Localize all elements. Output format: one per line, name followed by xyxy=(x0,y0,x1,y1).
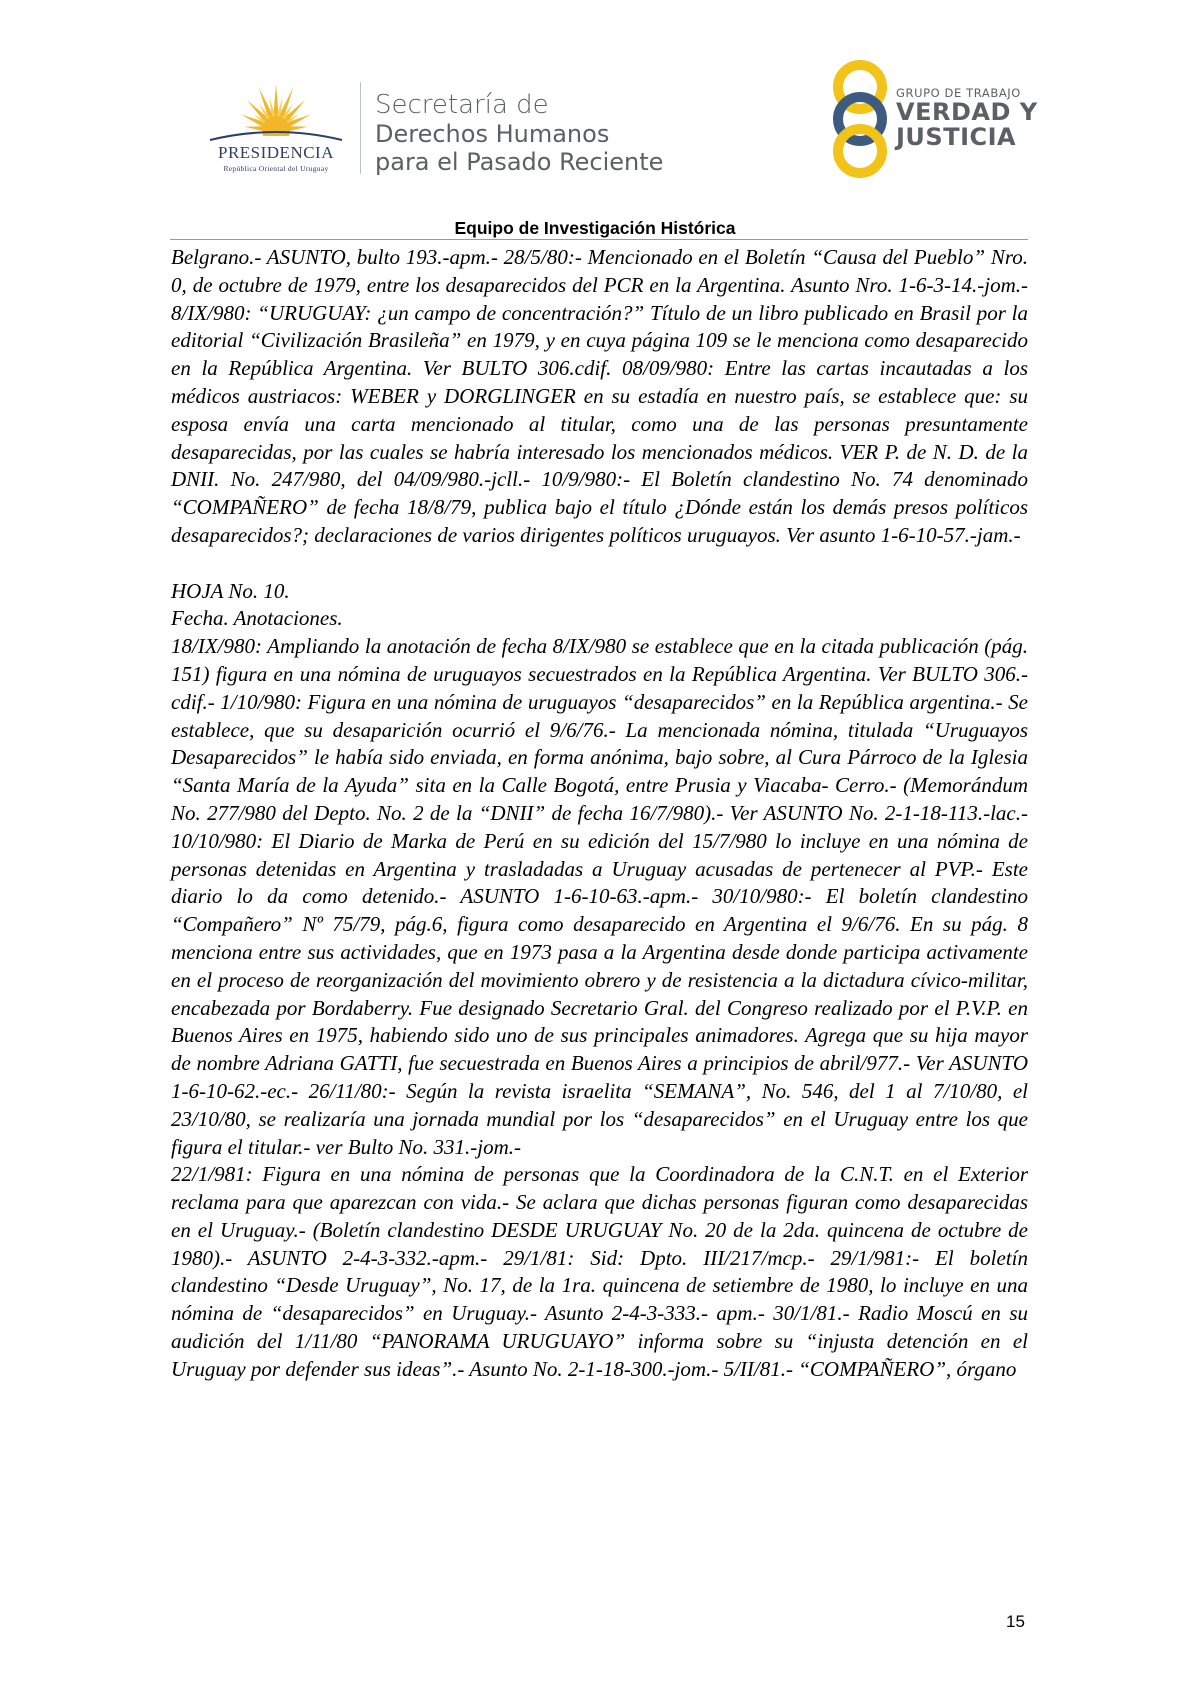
secretaria-line-3: para el Pasado Reciente xyxy=(375,148,664,176)
secretaria-logo-text xyxy=(375,90,663,176)
page-number: 15 xyxy=(1006,1612,1025,1631)
header-divider xyxy=(360,82,361,174)
team-title: Equipo de Investigación Histórica xyxy=(454,218,736,238)
justicia-label: JUSTICIA xyxy=(896,123,1017,151)
page-header xyxy=(0,0,1190,215)
presidencia-title: PRESIDENCIA xyxy=(217,143,334,162)
fecha-heading: Fecha. Anotaciones. xyxy=(171,606,343,631)
paragraph-3: 22/1/981: Figura en una nómina de personas que la Coordinadora de la C.N.T. en el Exterior reclama para que aparezcan con vida.- Se aclara que dichas personas figuran como desaparecidas en el Uruguay.- (Boletín clandestino DESDE URUGUAY No. 20 de la 2da. quincena de octubre de 1980).- ASUNTO 2-4-3-332.-apm.- 29/1/81: Sid: Dpto. III/217/mcp.- 29/1/981:- El boletín clandestino “Desde Uruguay”, No. 17, de la 1ra. quincena de setiembre de 1980, lo incluye en una nómina de “desaparecidos” en Uruguay.- Asunto 2-4-3-333.- apm.- 30/1/81.- Radio Moscú en su audición del 1/11/80 “PANORAMA URUGUAYO” informa sobre su “injusta detención en el Uruguay por defender sus ideas”.- Asunto No. 2-1-18-300.-jom.- 5/II/81.- “COMPAÑERO”, órgano xyxy=(171,1162,1028,1381)
verdad-label: VERDAD Y xyxy=(896,98,1038,126)
paragraph-gap xyxy=(171,550,1028,578)
grupo-label: GRUPO DE TRABAJO xyxy=(896,86,1021,100)
secretaria-line-2: Derechos Humanos xyxy=(375,120,610,148)
hoja-heading: HOJA No. 10. xyxy=(171,578,290,603)
secretaria-line-1: Secretaría de xyxy=(375,90,549,120)
paragraph-1: Belgrano.- ASUNTO, bulto 193.-apm.- 28/5/80:- Mencionado en el Boletín “Causa del Pueblo” Nro. 0, de octubre de 1979, entre los desaparecidos del PCR en la Argentina. Asunto Nro. 1-6-3-14.-jom.- 8/IX/980: “URUGUAY: ¿un campo de concentración?” Título de un libro publicado en Brasil por la editorial “Civilización Brasileña” en 1979, y en cuya página 109 se le menciona como desaparecido en la República Argentina. Ver BULTO 306.cdif. 08/09/980: Entre las cartas incautadas a los médicos austriacos: WEBER y DORGLINGER en su estadía en nuestro país, se establece que: su esposa envía una carta mencionado al titular, como una de las personas presuntamente desaparecidas, por las cuales se habría interesado los mencionados médicos. VER P. de N. D. de la DNII. No. 247/980, del 04/09/980.-jcll.- 10/9/980:- El Boletín clandestino No. 74 denominado “COMPAÑERO” de fecha 18/8/79, publica bajo el título ¿Dónde están los demás presos políticos desaparecidos?; declaraciones de varios dirigentes políticos uruguayos. Ver asunto 1-6-10-57.-jam.- xyxy=(171,245,1028,547)
verdad-justicia-logo-text xyxy=(896,86,1038,150)
paragraph-2: 18/IX/980: Ampliando la anotación de fecha 8/IX/980 se establece que en la citada publicación (pág. 151) figura en una nómina de uruguayos secuestrados en la República Argentina. Ver BULTO 306.-cdif.- 1/10/980: Figura en una nómina de uruguayos “desaparecidos” en la República argentina.- Se establece, que su desaparición ocurrió el 9/6/76.- La mencionada nómina, titulada “Uruguayos Desaparecidos” le había sido enviada, en forma anónima, bajo sobre, al Cura Párroco de la Iglesia “Santa María de la Ayuda” sita en la Calle Bogotá, entre Prusia y Viacaba- Cerro.- (Memorándum No. 277/980 del Depto. No. 2 de la “DNII” de fecha 16/7/980).- Ver ASUNTO No. 2-1-18-113.-lac.- 10/10/980: El Diario de Marka de Perú en su edición del 15/7/980 lo incluye en una nómina de personas detenidas en Argentina y trasladadas a Uruguay acusadas de pertenecer al PVP.- Este diario lo da como detenido.- ASUNTO 1-6-10-63.-apm.- 30/10/980:- El boletín clandestino “Compañero” Nº 75/79, pág.6, figura como desaparecido en Argentina el 9/6/76. En su pág. 8 menciona entre sus actividades, que en 1973 pasa a la Argentina desde donde participa activamente en el proceso de reorganización del movimiento obrero y de resistencia a la dictadura cívico-militar, encabezada por Bordaberry. Fue designado Secretario Gral. del Congreso realizado por el P.V.P. en Buenos Aires en 1975, habiendo sido uno de sus principales animadores. Agrega que su hija mayor de nombre Adriana GATTI, fue secuestrada en Buenos Aires a principios de abril/977.- Ver ASUNTO 1-6-10-62.-ec.- 26/11/80:- Según la revista israelita “SEMANA”, No. 546, del 1 al 7/10/80, el 23/10/80, se realizaría una jornada mundial por los “desaparecidos” en el Uruguay entre los que figura el titular.- ver Bulto No. 331.-jom.- xyxy=(171,634,1028,1159)
verdad-justicia-rings-icon xyxy=(820,57,900,181)
presidencia-sun-logo-icon xyxy=(196,78,356,178)
presidencia-subtitle: República Oriental del Uruguay xyxy=(223,164,329,173)
document-body xyxy=(171,244,1028,1384)
header-rule xyxy=(170,239,1028,240)
